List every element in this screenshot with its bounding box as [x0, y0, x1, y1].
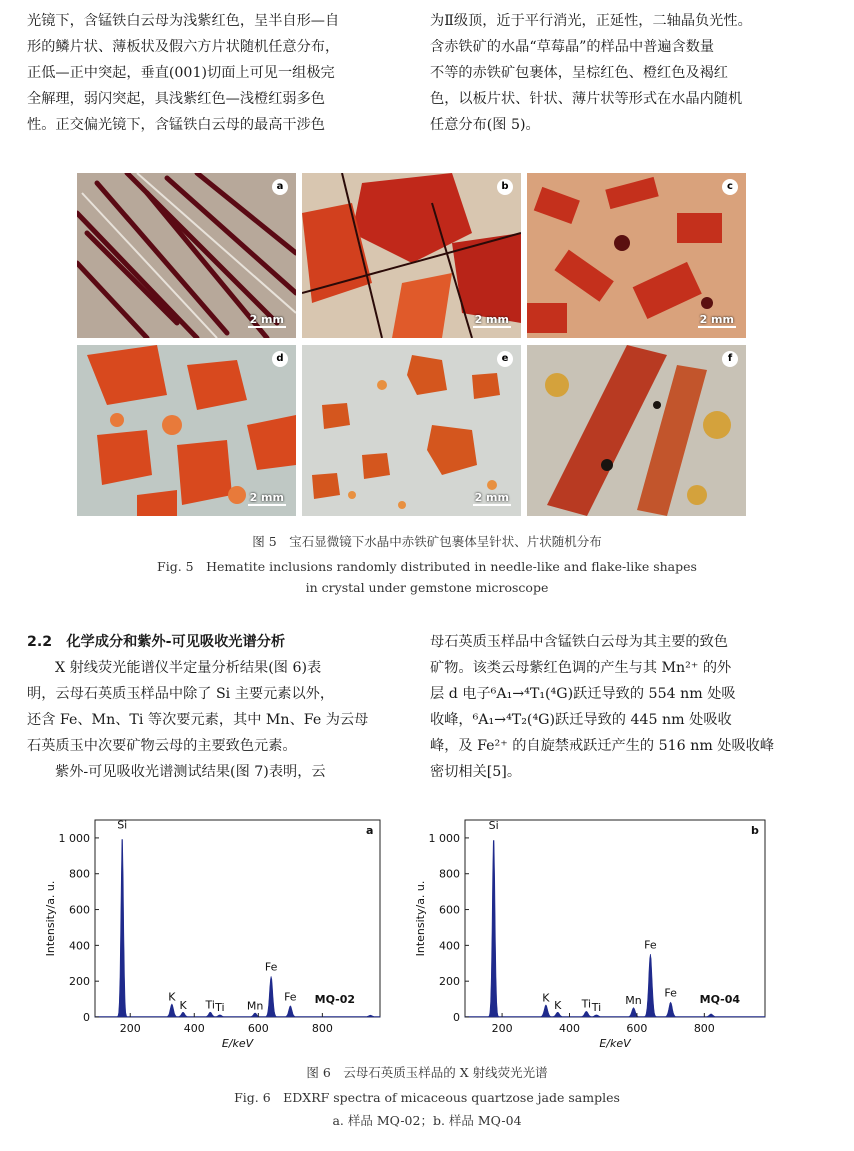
y-axis-label: Intensity/a. u.: [414, 880, 427, 957]
top-right-column: [430, 8, 800, 138]
scale-bar: 2 mm: [699, 313, 734, 326]
peak-label: Fe: [284, 990, 297, 1004]
spectrum-area: [95, 840, 380, 1017]
text-line: 任意分布(图 5)。: [430, 117, 540, 133]
peak-label: Ti: [591, 1001, 602, 1014]
text-line: 矿物。该类云母紫红色调的产生与其 Mn²⁺ 的外: [430, 660, 732, 676]
figure-6-caption-sub: a. 样品 MQ-02；b. 样品 MQ-04: [332, 1113, 522, 1128]
panel-label: a: [272, 179, 288, 195]
figure-5-caption-en-2: in crystal under gemstone microscope: [305, 580, 549, 595]
peak-label: K: [554, 999, 562, 1012]
scale-bar: 2 mm: [249, 313, 284, 326]
plot-frame: [95, 820, 380, 1017]
peak-label: Si: [117, 818, 128, 832]
photo-panel-b: [302, 173, 521, 338]
panel-label: c: [722, 179, 738, 195]
peak-label: Ti: [205, 998, 215, 1012]
text-line: 全解理，弱闪突起，具浅紫红色—浅橙红弱多色: [27, 91, 325, 107]
x-tick-label: 800: [311, 1022, 333, 1035]
edxrf-chart-b: [410, 812, 780, 1052]
sample-label: MQ-04: [699, 993, 740, 1006]
scale-bar: 2 mm: [249, 491, 284, 504]
section-left-column: [27, 629, 392, 785]
text-line: 为Ⅱ级顶，近于平行消光，正延性，二轴晶负光性。: [430, 13, 752, 29]
text-line: 不等的赤铁矿包裹体，呈棕红色、橙红色及褐红: [430, 65, 728, 81]
plate-inclusions-image: [527, 345, 746, 516]
x-tick-label: 400: [558, 1022, 580, 1035]
x-tick-label: 600: [626, 1022, 648, 1035]
peak-label: K: [179, 999, 187, 1012]
photo-panel-a: [77, 173, 296, 338]
x-tick-label: 600: [247, 1022, 269, 1035]
text-line: 收峰，⁶A₁→⁴T₂(⁴G)跃迁导致的 445 nm 处吸收: [430, 712, 732, 728]
panel-letter: a: [366, 824, 374, 837]
text-line: 峰，及 Fe²⁺ 的自旋禁戒跃迁产生的 516 nm 处吸收峰: [430, 738, 775, 754]
photo-panel-c: [527, 173, 746, 338]
peak-label: K: [542, 991, 550, 1005]
scale-bar: 2 mm: [474, 313, 509, 326]
text-line: 光镜下，含锰铁白云母为浅紫红色，呈半自形—自: [27, 13, 340, 29]
text-line: 紫外-可见吸收光谱测试结果(图 7)表明，云: [55, 764, 326, 780]
x-axis-label: E/keV: [221, 1037, 254, 1050]
spectrum-area: [465, 841, 765, 1018]
text-line: 正低—正中突起，垂直(001)切面上可见一组极完: [27, 65, 335, 81]
text-line: 石英质玉中次要矿物云母的主要致色元素。: [27, 738, 297, 754]
edxrf-chart-a: [40, 812, 400, 1052]
photo-panel-f: [527, 345, 746, 516]
x-tick-label: 200: [491, 1022, 513, 1035]
peak-label: Ti: [581, 997, 592, 1011]
y-tick-label: 800: [69, 867, 90, 881]
panel-label: d: [272, 351, 288, 367]
figure-5-photo-grid: [77, 173, 746, 516]
y-tick-label: 0: [83, 1011, 90, 1024]
panel-label: f: [722, 351, 738, 367]
section-right-column: [430, 629, 800, 785]
y-tick-label: 0: [453, 1011, 460, 1024]
peak-label: Mn: [625, 994, 642, 1008]
text-line: 性。正交偏光镜下，含锰铁白云母的最高干涉色: [27, 117, 325, 133]
x-axis-label: E/keV: [599, 1037, 631, 1050]
x-tick-label: 800: [693, 1022, 715, 1035]
figure-6-caption-en: Fig. 6 EDXRF spectra of micaceous quartzose jade samples: [234, 1090, 620, 1105]
y-tick-label: 200: [69, 975, 90, 989]
text-line: 还含 Fe、Mn、Ti 等次要元素，其中 Mn、Fe 为云母: [27, 712, 369, 728]
text-line: 形的鳞片状、薄板状及假六方片状随机任意分布，: [27, 39, 340, 55]
peak-label: Si: [488, 819, 499, 833]
x-tick-label: 400: [183, 1022, 205, 1035]
figure-5-caption-cn: 图 5 宝石显微镜下水晶中赤铁矿包裹体呈针状、片状随机分布: [252, 534, 602, 549]
y-tick-label: 1 000: [58, 831, 90, 845]
photo-panel-d: [77, 345, 296, 516]
peak-label: Mn: [246, 999, 264, 1013]
peak-label: Fe: [264, 960, 278, 974]
y-tick-label: 400: [439, 939, 460, 953]
text-line: 密切相关[5]。: [430, 764, 522, 780]
text-line: 层 d 电子⁶A₁→⁴T₁(⁴G)跃迁导致的 554 nm 处吸: [430, 686, 736, 702]
peak-label: Fe: [644, 938, 657, 952]
y-tick-label: 1 000: [428, 831, 460, 845]
panel-letter: b: [751, 824, 759, 837]
text-line: 含赤铁矿的水晶“草莓晶”的样品中普遍含数量: [430, 39, 715, 55]
section-heading: 2.2 化学成分和紫外-可见吸收光谱分析: [27, 634, 286, 650]
y-tick-label: 800: [439, 867, 460, 881]
text-line: 色，以板片状、针状、薄片状等形式在水晶内随机: [430, 91, 743, 107]
panel-label: e: [497, 351, 513, 367]
y-axis-label: Intensity/a. u.: [44, 880, 57, 957]
y-tick-label: 600: [439, 903, 460, 917]
peak-label: Ti: [215, 1001, 225, 1014]
y-tick-label: 600: [69, 903, 90, 917]
scale-bar: 2 mm: [474, 491, 509, 504]
peak-label: K: [168, 990, 176, 1004]
sample-label: MQ-02: [314, 993, 355, 1006]
peak-label: Fe: [664, 986, 677, 1000]
plot-frame: [465, 820, 765, 1017]
figure-5-caption-en: Fig. 5 Hematite inclusions randomly distributed in needle-like and flake-like shapes: [157, 559, 697, 574]
y-tick-label: 200: [439, 975, 460, 989]
text-line: X 射线荧光能谱仪半定量分析结果(图 6)表: [55, 660, 322, 676]
text-line: 明，云母石英质玉样品中除了 Si 主要元素以外，: [27, 686, 335, 702]
top-left-column: [27, 8, 392, 138]
figure-6-caption-cn: 图 6 云母石英质玉样品的 X 射线荧光光谱: [306, 1065, 548, 1080]
panel-label: b: [497, 179, 513, 195]
y-tick-label: 400: [69, 939, 90, 953]
x-tick-label: 200: [119, 1022, 141, 1035]
text-line: 母石英质玉样品中含锰铁白云母为其主要的致色: [430, 634, 728, 650]
photo-panel-e: [302, 345, 521, 516]
